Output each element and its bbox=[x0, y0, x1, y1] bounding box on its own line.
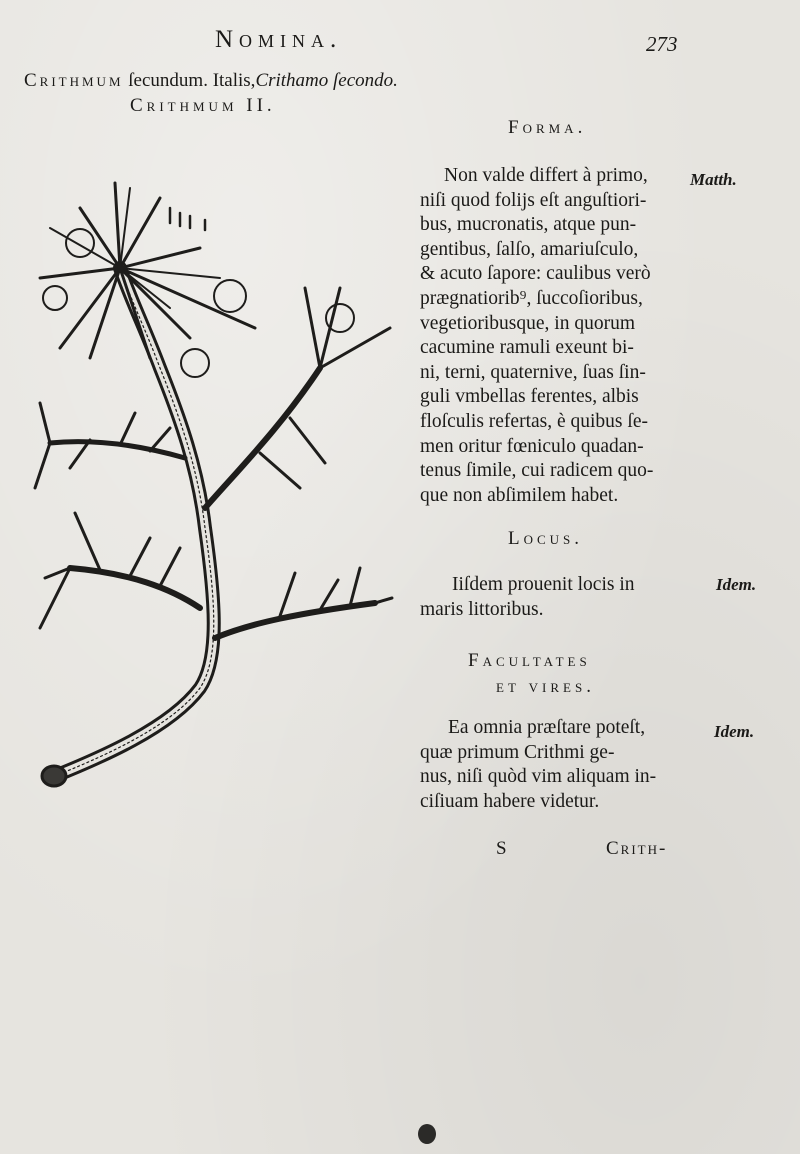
locus-text bbox=[420, 573, 635, 622]
forma-line: niſi quod folijs eſt anguſtiori- bbox=[420, 189, 647, 211]
forma-line: que non abſimilem habet. bbox=[420, 484, 619, 506]
forma-line: tenus ſimile, cui radicem quo- bbox=[420, 460, 654, 482]
ink-spot bbox=[418, 1124, 436, 1144]
forma-line: prægnatiorib⁹, ſuccoſioribus, bbox=[420, 287, 643, 309]
forma-line: & acuto ſapore: caulibus verò bbox=[420, 263, 651, 285]
facultates-side-note: Idem. bbox=[714, 722, 755, 741]
facultates-line: ciſiuam habere videtur. bbox=[420, 790, 600, 812]
plant-name-italian: Crithamo ſecondo. bbox=[255, 70, 398, 91]
forma-heading: Forma. bbox=[508, 117, 587, 138]
forma-line: gentibus, ſalſo, amariuſculo, bbox=[420, 238, 639, 260]
facultates-line: Ea omnia præſtare poteſt, bbox=[448, 717, 646, 738]
forma-line: cacumine ramuli exeunt bi- bbox=[420, 337, 634, 359]
locus-side-note: Idem. bbox=[716, 575, 757, 594]
forma-line: Non valde differt à primo, bbox=[444, 165, 648, 186]
forma-line: guli vmbellas ferentes, albis bbox=[420, 386, 639, 408]
plant-name-line bbox=[24, 70, 398, 92]
forma-line: men oritur fœniculo quadan- bbox=[420, 435, 644, 457]
page-number: 273 bbox=[646, 32, 678, 56]
facultates-text bbox=[420, 716, 656, 814]
forma-line: ni, terni, quaternive, ſuas ſin- bbox=[420, 361, 646, 383]
forma-line: vegetioribusque, in quorum bbox=[420, 312, 636, 334]
locus-heading: Locus. bbox=[508, 528, 584, 549]
plant-name-secondary: Crithmum II. bbox=[130, 95, 276, 116]
plant-name-caps: Crithmum bbox=[24, 70, 124, 91]
forma-line: bus, mucronatis, atque pun- bbox=[420, 214, 637, 236]
forma-side-note: Matth. bbox=[690, 170, 737, 189]
signature-mark: S bbox=[496, 838, 509, 859]
plant-name-rest: ſecundum. Italis, bbox=[123, 70, 256, 91]
facultates-heading-line2: et vires. bbox=[496, 676, 595, 697]
facultates-heading-line1: Facultates bbox=[468, 650, 591, 671]
forma-line: floſculis refertas, è quibus ſe- bbox=[420, 410, 648, 432]
running-title: Nomina. bbox=[215, 26, 343, 53]
catchword: Crith- bbox=[606, 838, 668, 859]
facultates-line: nus, niſi quòd vim aliquam in- bbox=[420, 766, 657, 788]
facultates-line: quæ primum Crithmi ge- bbox=[420, 741, 615, 763]
locus-line: Iiſdem prouenit locis in bbox=[452, 574, 635, 595]
locus-line: maris littoribus. bbox=[420, 598, 544, 620]
plant-woodcut-illustration bbox=[20, 168, 415, 803]
forma-text bbox=[420, 164, 653, 508]
